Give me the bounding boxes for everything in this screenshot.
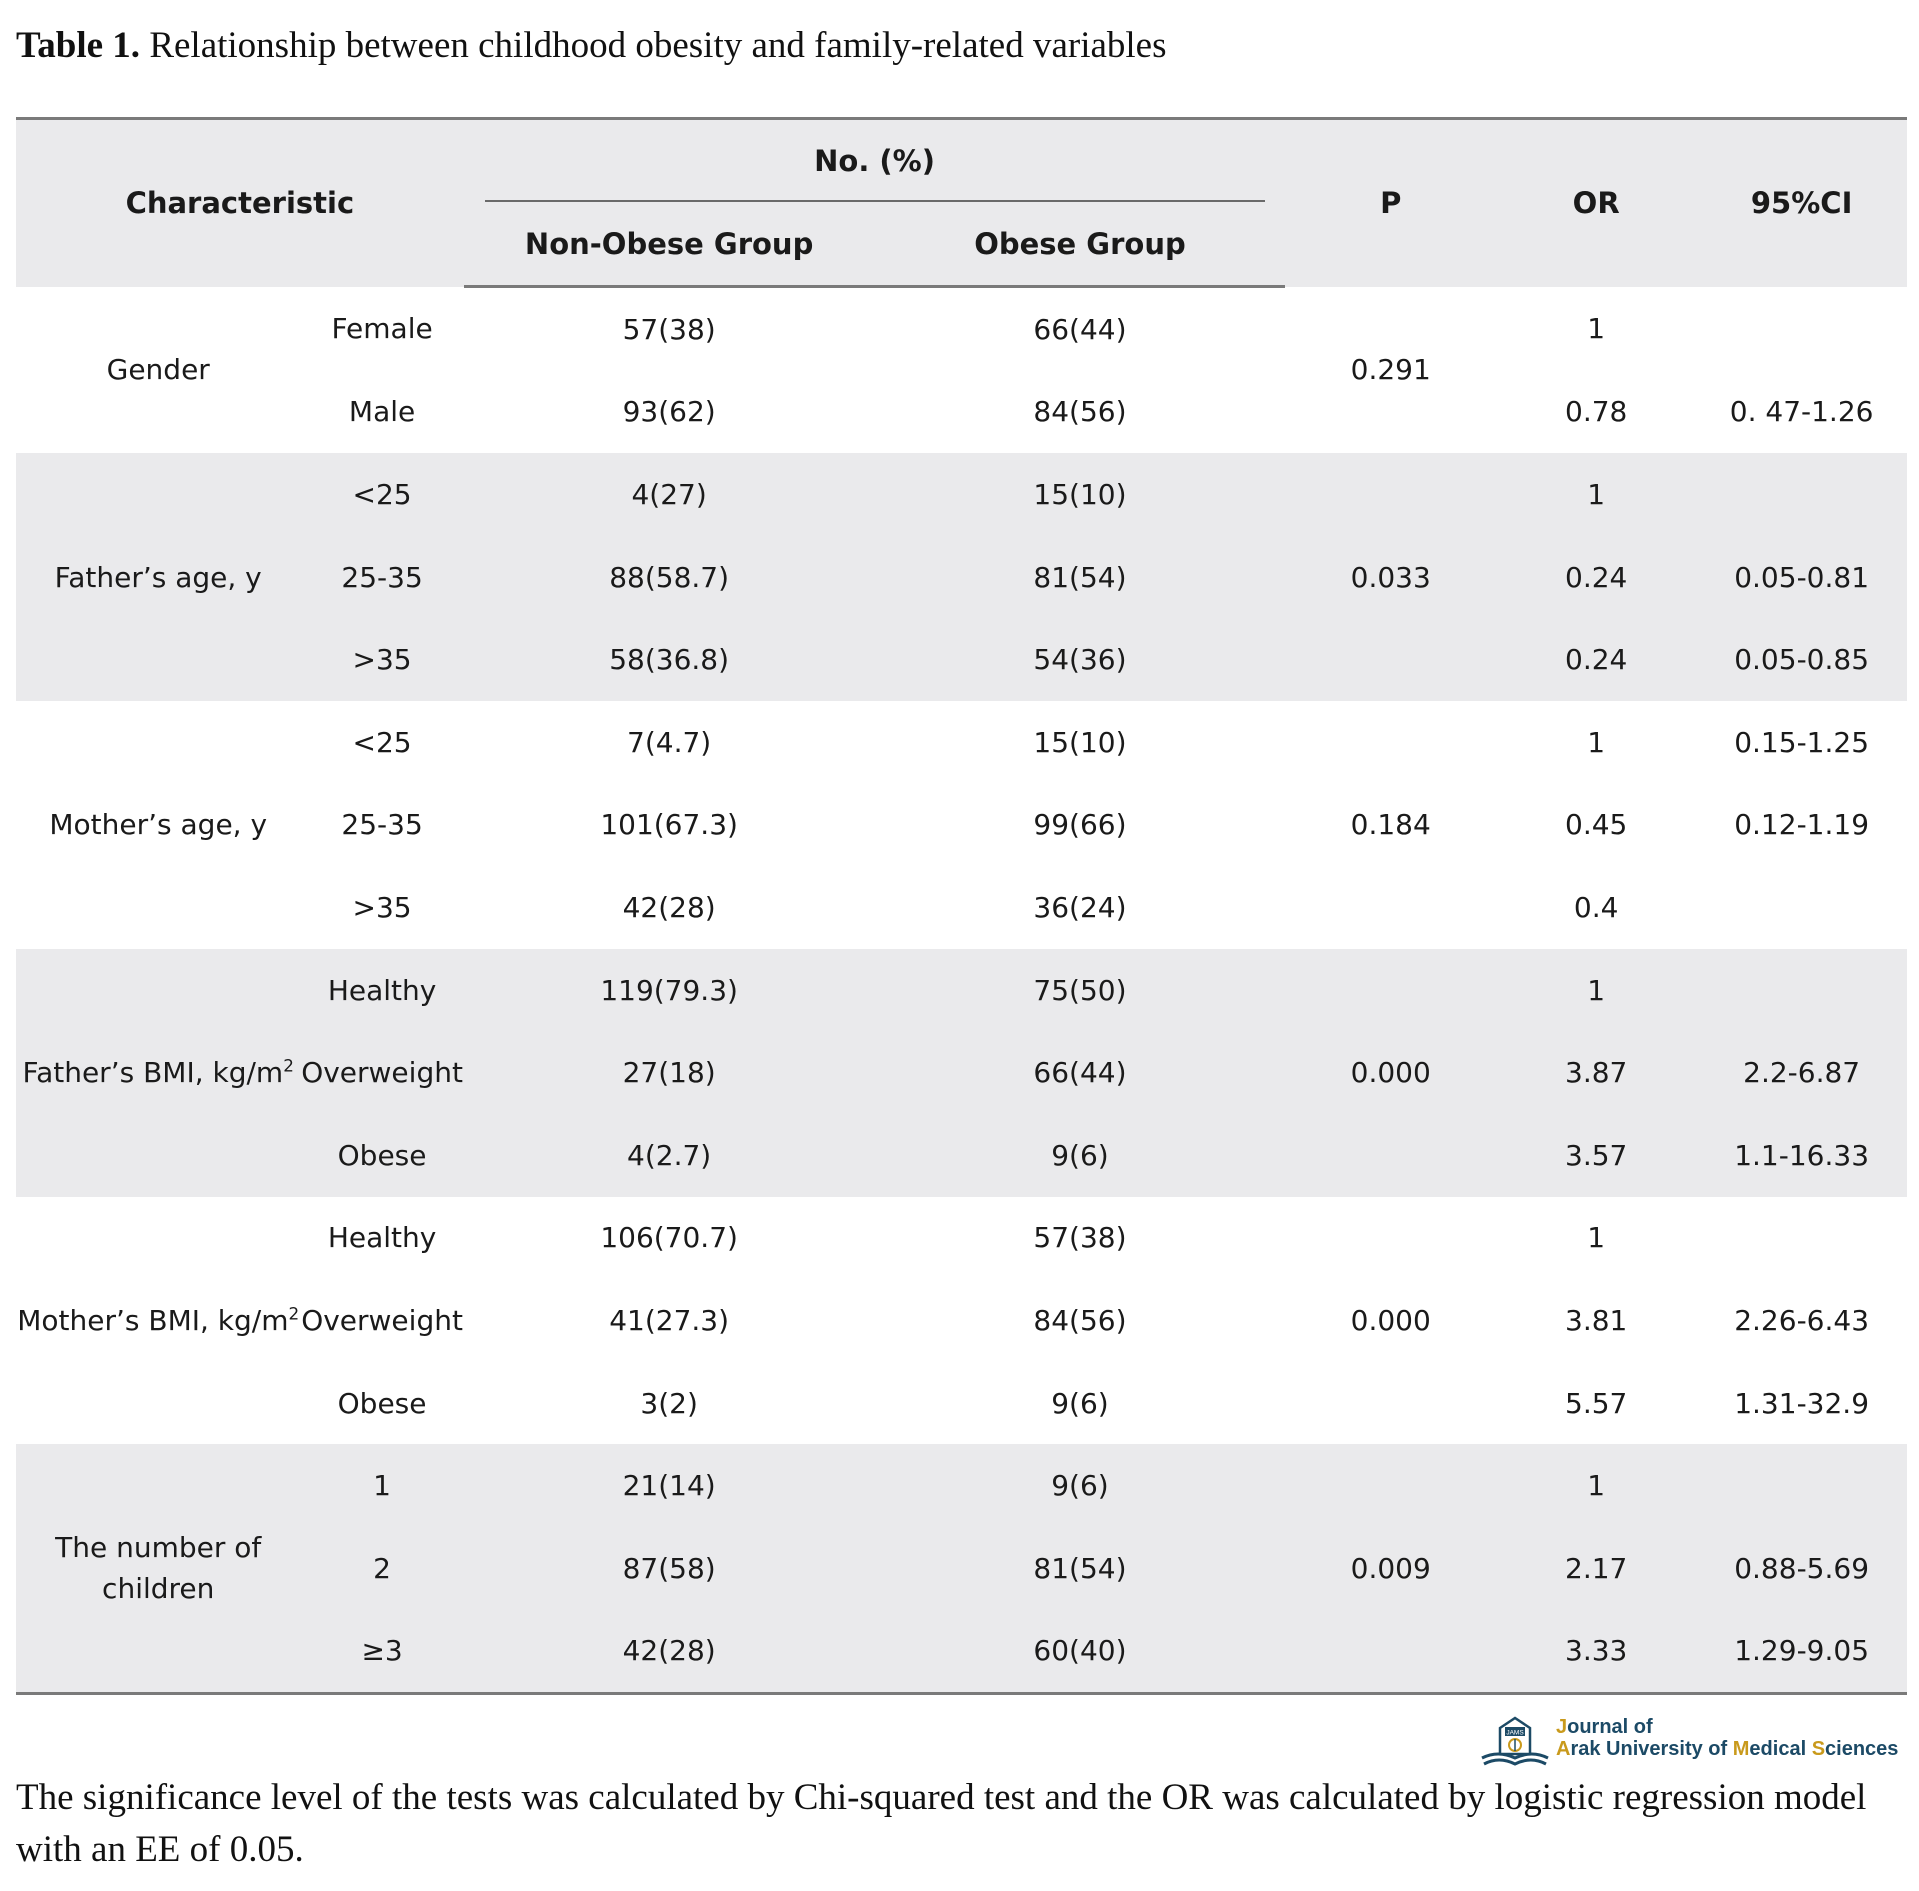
non-obese-cell: 87(58): [464, 1527, 875, 1610]
non-obese-cell: 3(2): [464, 1362, 875, 1445]
level-cell: >35: [300, 618, 463, 701]
table-row: [16, 866, 1907, 949]
level-cell: Male: [300, 371, 463, 454]
p-cell: 0.184: [1285, 701, 1496, 949]
obese-cell: 54(36): [875, 618, 1286, 701]
header-divider: [485, 200, 1265, 202]
table-row: [16, 1114, 1907, 1197]
level-cell: Overweight: [300, 1031, 463, 1114]
ci-cell: 0. 47-1.26: [1696, 371, 1907, 454]
obese-cell: 66(44): [875, 1031, 1286, 1114]
group-label-text: Father’s BMI, kg/m: [22, 1056, 284, 1090]
table-row: [16, 536, 1907, 619]
non-obese-cell: 93(62): [464, 371, 875, 454]
or-cell: 1: [1496, 949, 1696, 1032]
p-cell: 0.000: [1285, 949, 1496, 1197]
non-obese-cell: 4(2.7): [464, 1114, 875, 1197]
superscript-2: 2: [283, 1055, 294, 1076]
group-mothers-bmi: [16, 1197, 1907, 1445]
ci-cell: [1696, 453, 1907, 536]
ci-cell: 1.29-9.05: [1696, 1610, 1907, 1694]
table-row: [16, 1362, 1907, 1445]
obese-cell: 9(6): [875, 1444, 1286, 1527]
header-or: OR: [1496, 119, 1696, 287]
header-no-pct-label: No. (%): [814, 143, 935, 178]
table-row: [16, 1527, 1907, 1610]
table-row: [16, 1279, 1907, 1362]
or-cell: 3.57: [1496, 1114, 1696, 1197]
group-label: [16, 949, 300, 1197]
obese-cell: 57(38): [875, 1197, 1286, 1280]
non-obese-cell: 42(28): [464, 1610, 875, 1694]
group-mothers-age: [16, 701, 1907, 949]
or-cell: 1: [1496, 287, 1696, 371]
group-fathers-age: [16, 453, 1907, 701]
non-obese-cell: 27(18): [464, 1031, 875, 1114]
non-obese-cell: 57(38): [464, 287, 875, 371]
table-caption-label: Table 1.: [16, 25, 141, 66]
obese-cell: 81(54): [875, 1527, 1286, 1610]
journal-name: Journal of Arak University of Medical Sciences: [1556, 1716, 1899, 1760]
or-cell: 3.33: [1496, 1610, 1696, 1694]
header-obese: Obese Group: [875, 203, 1286, 287]
group-label: Mother’s age, y: [16, 701, 300, 949]
header-characteristic: Characteristic: [16, 119, 464, 287]
table-footnote: The significance level of the tests was calculated by Chi-squared test and the OR was calculated by logistic regression model with an EE of 0.05.: [16, 1777, 1867, 1870]
level-cell: 2: [300, 1527, 463, 1610]
ci-cell: 0.12-1.19: [1696, 784, 1907, 867]
group-label: [16, 1444, 300, 1693]
or-cell: 1: [1496, 453, 1696, 536]
ci-cell: [1696, 949, 1907, 1032]
group-label: Gender: [16, 287, 300, 454]
table-row: [16, 1610, 1907, 1694]
obese-cell: 75(50): [875, 949, 1286, 1032]
obese-cell: 9(6): [875, 1114, 1286, 1197]
table-row: [16, 949, 1907, 1032]
table-row: [16, 701, 1907, 784]
level-cell: Healthy: [300, 1197, 463, 1280]
ci-cell: 2.26-6.43: [1696, 1279, 1907, 1362]
or-cell: 0.45: [1496, 784, 1696, 867]
table-row: [16, 287, 1907, 371]
table-row: [16, 371, 1907, 454]
obese-cell: 99(66): [875, 784, 1286, 867]
obese-cell: 36(24): [875, 866, 1286, 949]
or-cell: 3.87: [1496, 1031, 1696, 1114]
group-gender: [16, 287, 1907, 454]
results-table: [16, 117, 1907, 1695]
header-p: P: [1285, 119, 1496, 287]
table-header: [16, 119, 1907, 287]
group-label-text: Mother’s BMI, kg/m: [17, 1303, 289, 1337]
obese-cell: 9(6): [875, 1362, 1286, 1445]
group-number-of-children: [16, 1444, 1907, 1693]
level-cell: 1: [300, 1444, 463, 1527]
non-obese-cell: 106(70.7): [464, 1197, 875, 1280]
level-cell: Overweight: [300, 1279, 463, 1362]
obese-cell: 15(10): [875, 453, 1286, 536]
non-obese-cell: 101(67.3): [464, 784, 875, 867]
table-row: [16, 618, 1907, 701]
non-obese-cell: 4(27): [464, 453, 875, 536]
table-caption: [16, 22, 1896, 70]
or-cell: 0.24: [1496, 536, 1696, 619]
or-cell: 2.17: [1496, 1527, 1696, 1610]
level-cell: Obese: [300, 1114, 463, 1197]
obese-cell: 60(40): [875, 1610, 1286, 1694]
group-label: Father’s age, y: [16, 453, 300, 701]
ci-cell: [1696, 1197, 1907, 1280]
ci-cell: 0.05-0.85: [1696, 618, 1907, 701]
table-row: [16, 453, 1907, 536]
obese-cell: 66(44): [875, 287, 1286, 371]
ci-cell: [1696, 866, 1907, 949]
non-obese-cell: 7(4.7): [464, 701, 875, 784]
ci-cell: 0.88-5.69: [1696, 1527, 1907, 1610]
ci-cell: 0.05-0.81: [1696, 536, 1907, 619]
or-cell: 0.24: [1496, 618, 1696, 701]
level-cell: Healthy: [300, 949, 463, 1032]
or-cell: 1: [1496, 701, 1696, 784]
table-row: [16, 1444, 1907, 1527]
obese-cell: 84(56): [875, 1279, 1286, 1362]
or-cell: 5.57: [1496, 1362, 1696, 1445]
journal-logo: [1478, 1710, 1908, 1772]
obese-cell: 15(10): [875, 701, 1286, 784]
obese-cell: 81(54): [875, 536, 1286, 619]
non-obese-cell: 21(14): [464, 1444, 875, 1527]
level-cell: <25: [300, 701, 463, 784]
superscript-2: 2: [288, 1303, 300, 1324]
obese-cell: 84(56): [875, 371, 1286, 454]
or-cell: 1: [1496, 1197, 1696, 1280]
non-obese-cell: 119(79.3): [464, 949, 875, 1032]
level-cell: ≥3: [300, 1610, 463, 1694]
header-non-obese: Non-Obese Group: [464, 203, 875, 287]
level-cell: 25-35: [300, 536, 463, 619]
level-cell: Obese: [300, 1362, 463, 1445]
p-cell: 0.000: [1285, 1197, 1496, 1445]
p-cell: 0.009: [1285, 1444, 1496, 1693]
level-cell: >35: [300, 866, 463, 949]
header-ci: 95%CI: [1696, 119, 1907, 287]
ci-cell: 1.31-32.9: [1696, 1362, 1907, 1445]
ci-cell: [1696, 287, 1907, 371]
or-cell: 0.78: [1496, 371, 1696, 454]
level-cell: 25-35: [300, 784, 463, 867]
table-row: [16, 1031, 1907, 1114]
ci-cell: 1.1-16.33: [1696, 1114, 1907, 1197]
or-cell: 1: [1496, 1444, 1696, 1527]
p-cell: 0.291: [1285, 287, 1496, 454]
group-label-text: The number of children: [55, 1531, 262, 1606]
group-label: [16, 1197, 300, 1445]
header-no-pct: [464, 119, 1286, 204]
non-obese-cell: 88(58.7): [464, 536, 875, 619]
level-cell: Female: [300, 287, 463, 371]
table-row: [16, 784, 1907, 867]
table-row: [16, 1197, 1907, 1280]
svg-text:JAMS: JAMS: [1506, 1729, 1524, 1737]
group-fathers-bmi: [16, 949, 1907, 1197]
non-obese-cell: 42(28): [464, 866, 875, 949]
ci-cell: 0.15-1.25: [1696, 701, 1907, 784]
table-caption-text: Relationship between childhood obesity and family-related variables: [140, 25, 1167, 66]
or-cell: 0.4: [1496, 866, 1696, 949]
journal-emblem-icon: [1478, 1710, 1552, 1770]
level-cell: <25: [300, 453, 463, 536]
ci-cell: [1696, 1444, 1907, 1527]
non-obese-cell: 58(36.8): [464, 618, 875, 701]
ci-cell: 2.2-6.87: [1696, 1031, 1907, 1114]
non-obese-cell: 41(27.3): [464, 1279, 875, 1362]
p-cell: 0.033: [1285, 453, 1496, 701]
or-cell: 3.81: [1496, 1279, 1696, 1362]
